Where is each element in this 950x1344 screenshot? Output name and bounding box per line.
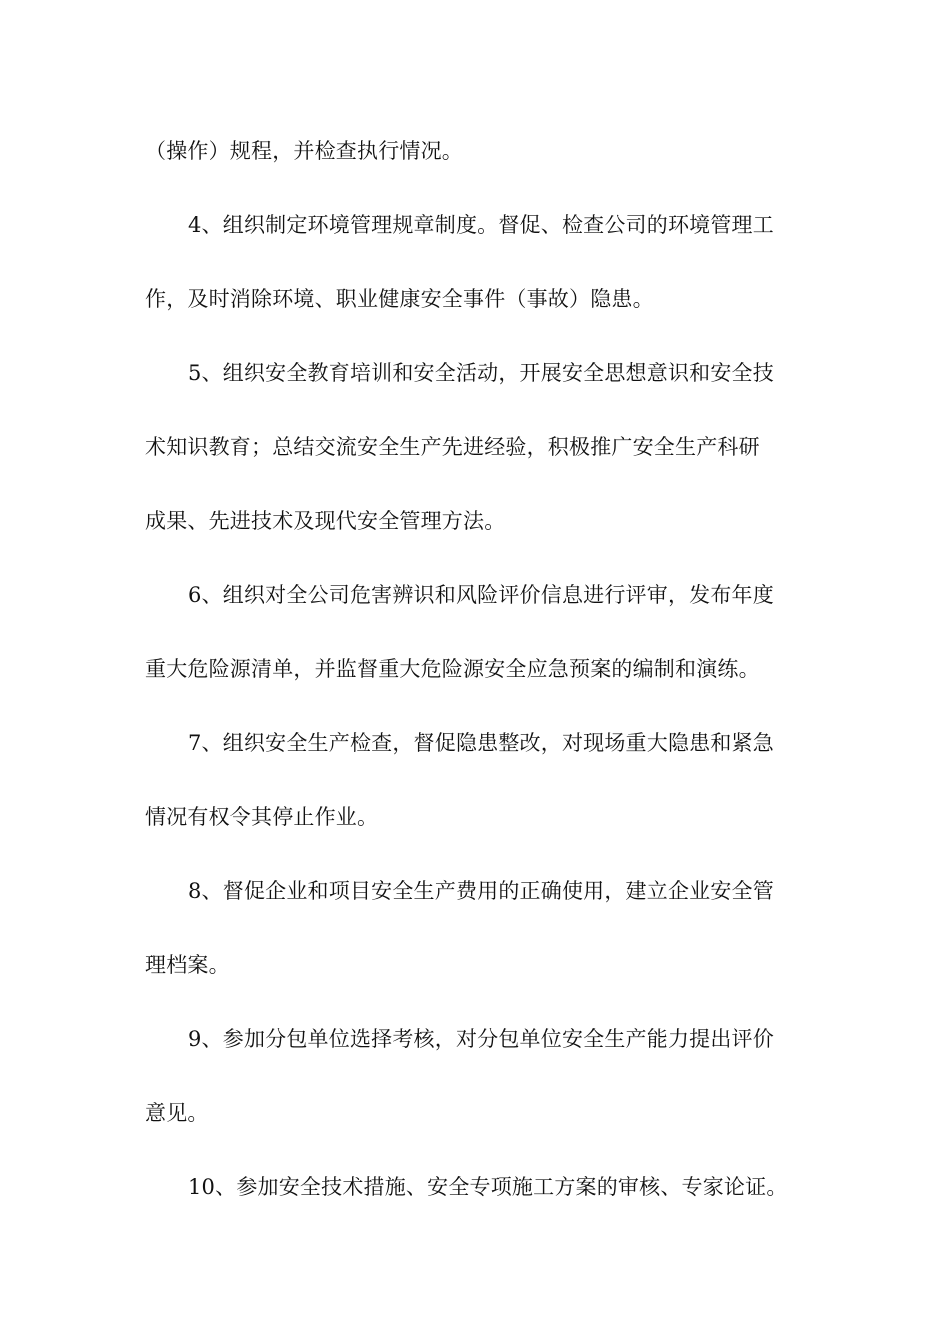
text-line: 7、组织安全生产检查，督促隐患整改，对现场重大隐患和紧急 [188, 731, 774, 755]
text-line: 术知识教育；总结交流安全生产先进经验，积极推广安全生产科研 [145, 435, 760, 459]
text-line: （操作）规程，并检查执行情况。 [145, 139, 463, 163]
text-line: 4、组织制定环境管理规章制度。督促、检查公司的环境管理工 [188, 213, 774, 237]
text-line: 成果、先进技术及现代安全管理方法。 [145, 509, 506, 533]
text-line: 作，及时消除环境、职业健康安全事件（事故）隐患。 [145, 287, 654, 311]
text-line: 重大危险源清单，并监督重大危险源安全应急预案的编制和演练。 [145, 657, 760, 681]
text-line: 5、组织安全教育培训和安全活动，开展安全思想意识和安全技 [188, 361, 774, 385]
text-line: 意见。 [145, 1101, 209, 1125]
text-line: 理档案。 [145, 953, 230, 977]
text-line: 8、督促企业和项目安全生产费用的正确使用，建立企业安全管 [188, 879, 774, 903]
text-line: 9、参加分包单位选择考核，对分包单位安全生产能力提出评价 [188, 1027, 774, 1051]
text-line: 10、参加安全技术措施、安全专项施工方案的审核、专家论证。 [188, 1175, 788, 1199]
text-line: 6、组织对全公司危害辨识和风险评价信息进行评审，发布年度 [188, 583, 774, 607]
text-line: 情况有权令其停止作业。 [145, 805, 379, 829]
